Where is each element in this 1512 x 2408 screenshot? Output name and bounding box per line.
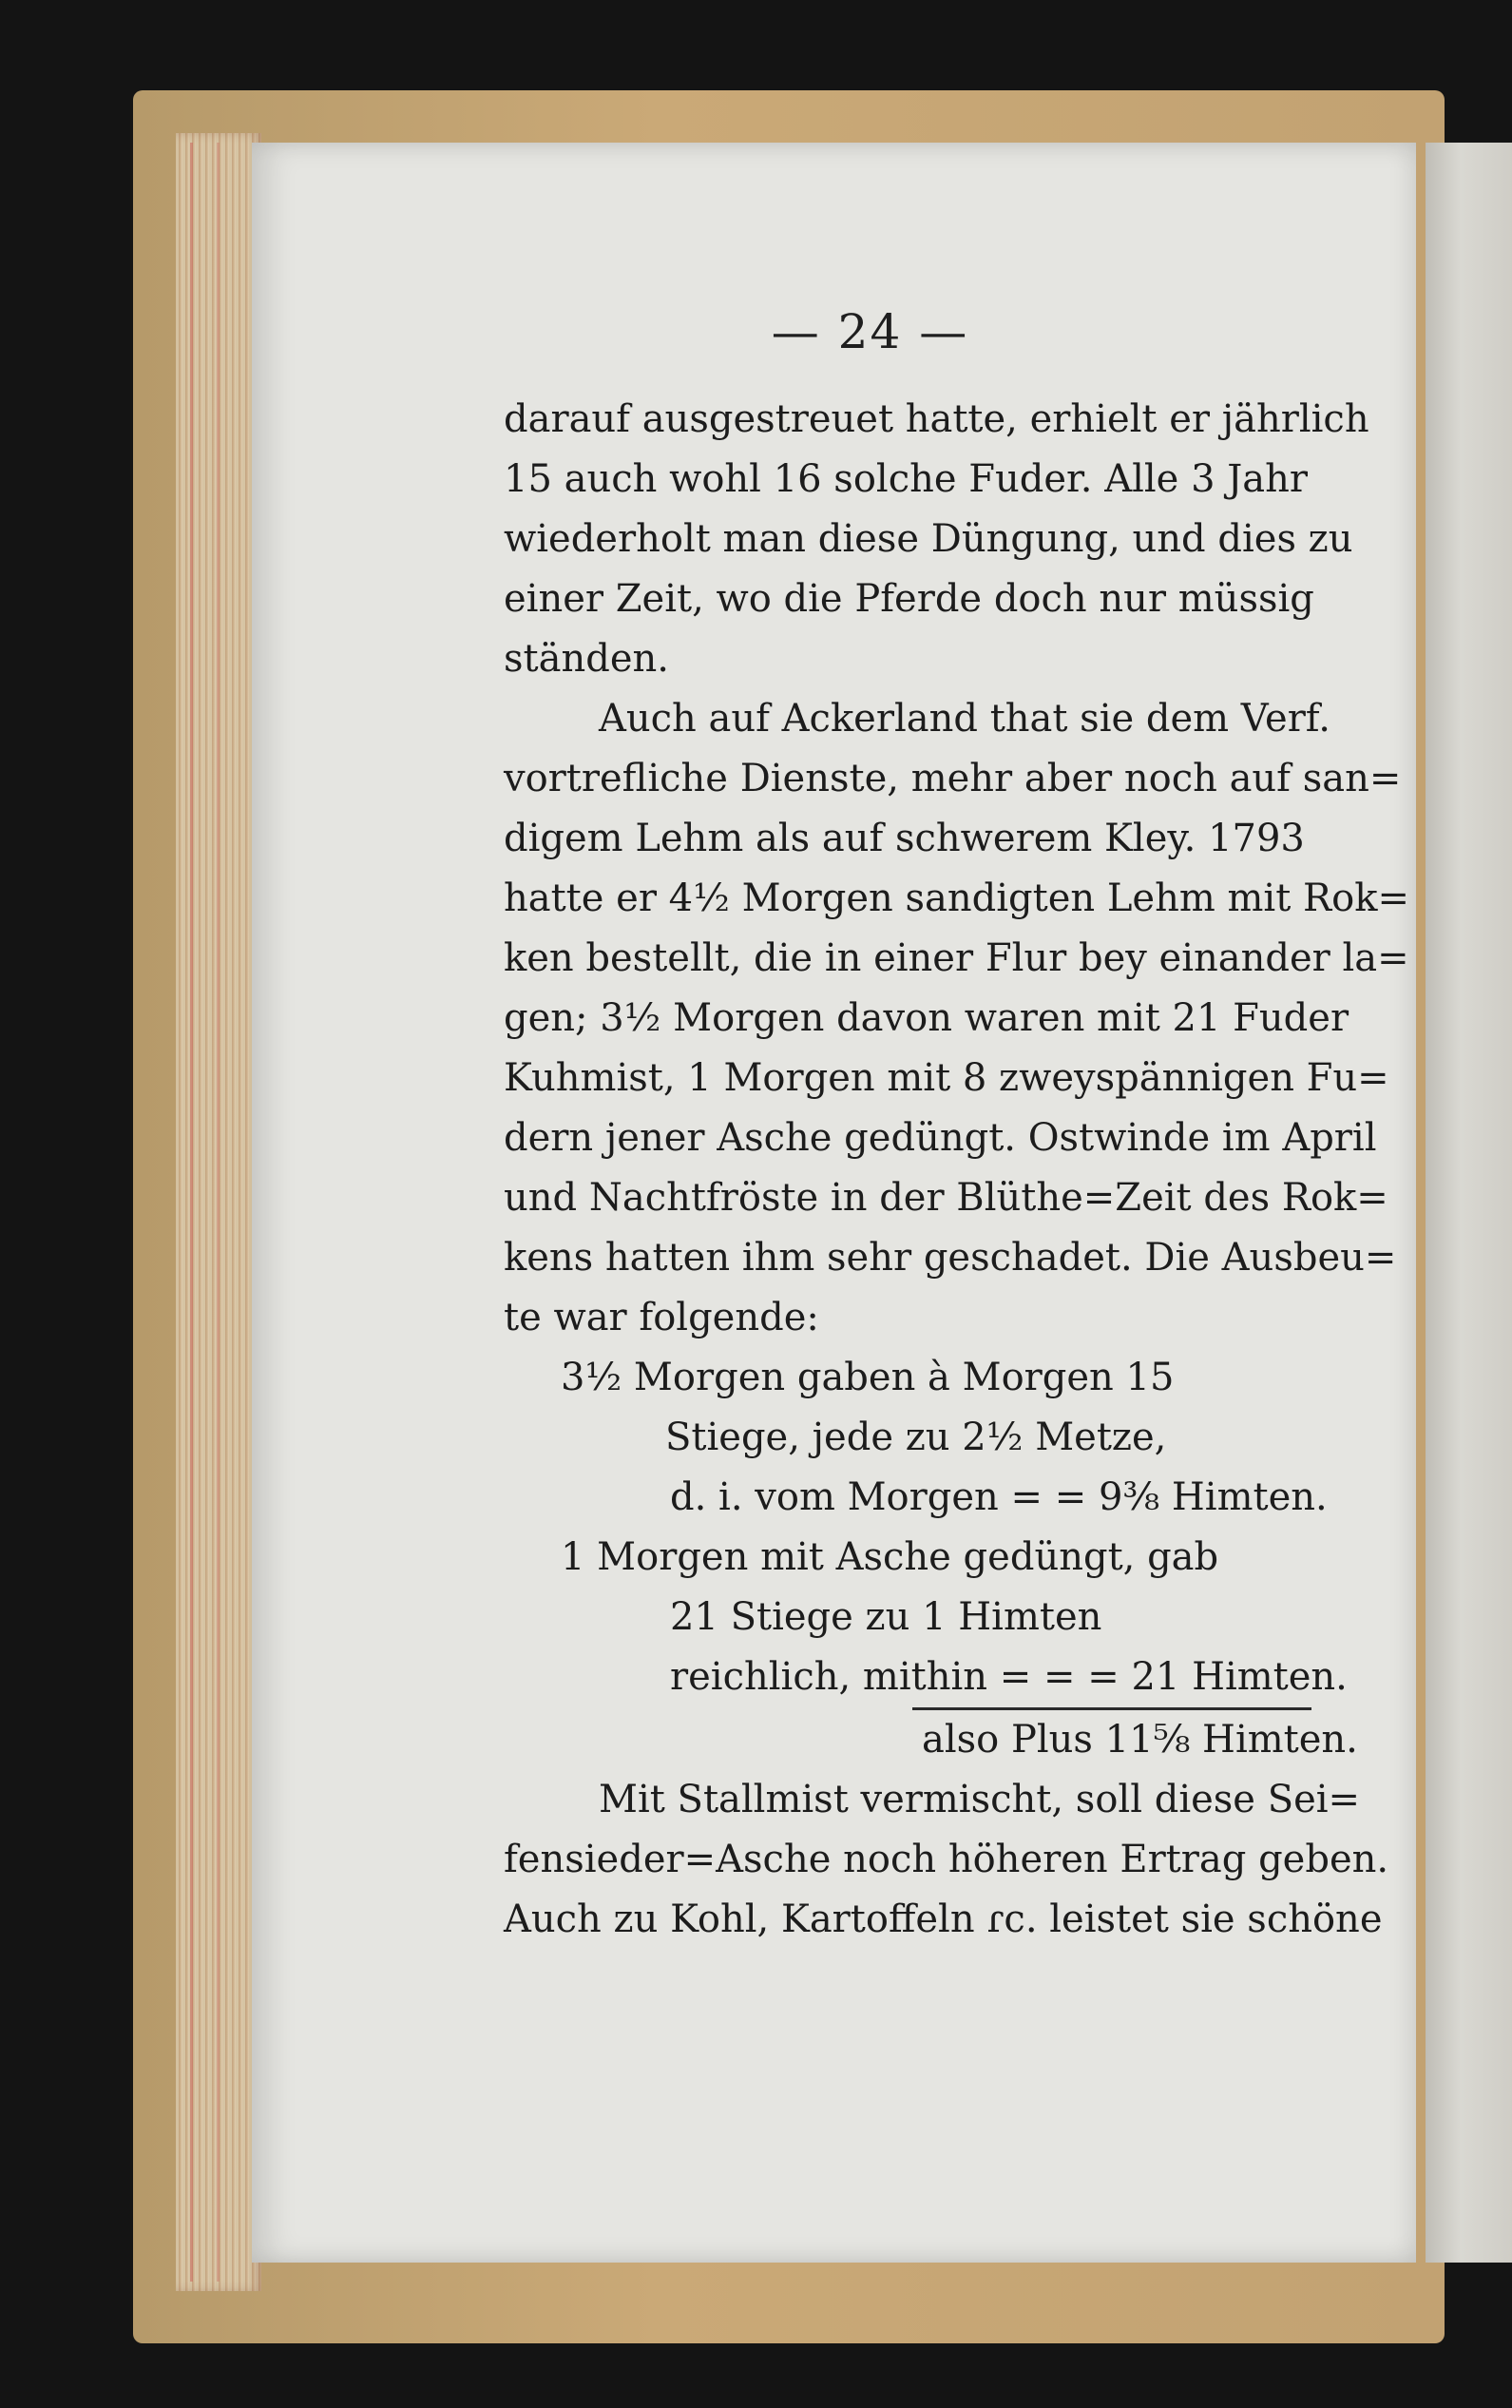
- text-line: vortrefliche Dienste, mehr aber noch auf san=: [504, 757, 1402, 800]
- text-line: Mit Stallmist vermischt, soll diese Sei=: [599, 1778, 1361, 1821]
- table-line: 3½ Morgen gaben à Morgen 15: [561, 1356, 1175, 1399]
- table-line: 21 Stiege zu 1 Himten: [670, 1595, 1102, 1639]
- text-line: fensieder=Asche noch höheren Ertrag geben.: [504, 1838, 1389, 1881]
- text-line: 15 auch wohl 16 solche Fuder. Alle 3 Jahr: [504, 457, 1308, 501]
- text-line: Auch zu Kohl, Kartoffeln ɾc. leistet sie schöne: [504, 1898, 1383, 1941]
- text-line: darauf ausgestreuet hatte, erhielt er jährlich: [504, 397, 1369, 441]
- text-line: und Nachtfröste in der Blüthe=Zeit des Rok=: [504, 1176, 1388, 1220]
- table-line: reichlich, mithin = = = 21 Himten.: [670, 1655, 1348, 1699]
- text-line: dern jener Asche gedüngt. Ostwinde im April: [504, 1116, 1377, 1160]
- table-line: 1 Morgen mit Asche gedüngt, gab: [561, 1535, 1219, 1579]
- next-page-edge: [1426, 143, 1512, 2263]
- text-line: ken bestellt, die in einer Flur bey einander la=: [504, 936, 1409, 980]
- table-line: also Plus 11⅝ Himten.: [922, 1718, 1358, 1762]
- text-line: Kuhmist, 1 Morgen mit 8 zweyspännigen Fu=: [504, 1056, 1389, 1100]
- text-line: Auch auf Ackerland that sie dem Verf.: [599, 697, 1330, 741]
- red-edge-stain: [190, 143, 193, 2282]
- text-line: wiederholt man diese Düngung, und dies zu: [504, 517, 1353, 561]
- text-line: einer Zeit, wo die Pferde doch nur müssig: [504, 577, 1314, 621]
- body-text: [504, 390, 1409, 1950]
- table-line: d. i. vom Morgen = = 9⅜ Himten.: [670, 1475, 1328, 1519]
- table-line: Stiege, jede zu 2½ Metze,: [665, 1416, 1167, 1459]
- text-line: kens hatten ihm sehr geschadet. Die Ausbeu=: [504, 1236, 1397, 1280]
- yield-table: [504, 1348, 1358, 1770]
- red-edge-stain: [217, 143, 220, 2282]
- page-number: — 24 —: [771, 304, 969, 359]
- text-line: gen; 3½ Morgen davon waren mit 21 Fuder: [504, 996, 1349, 1040]
- text-line: ständen.: [504, 637, 669, 681]
- text-line: te war folgende:: [504, 1296, 819, 1339]
- text-line: hatte er 4½ Morgen sandigten Lehm mit Rok=: [504, 877, 1409, 920]
- text-line: digem Lehm als auf schwerem Kley. 1793: [504, 817, 1305, 860]
